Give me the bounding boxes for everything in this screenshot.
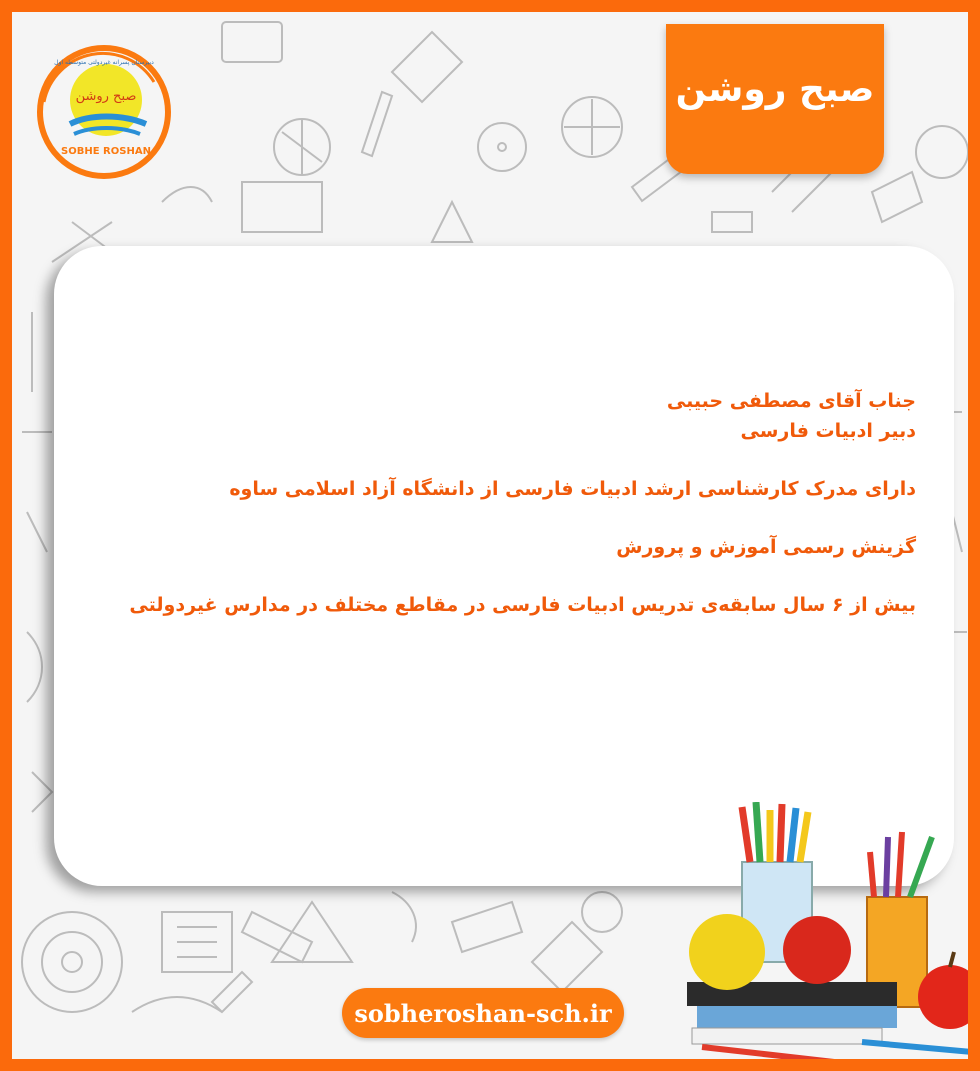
teacher-degree: دارای مدرک کارشناسی ارشد ادبیات فارسی از دانشگاه آزاد اسلامی ساوه [229,478,916,500]
logo-en-text: SOBHE ROSHAN [61,146,151,157]
logo-emblem [34,42,174,182]
content-card [54,246,954,886]
logo-arc-text: دبیرستان پسرانه غیردولتی متوسطه اول [54,59,154,66]
profile-text [96,386,916,620]
pencils-and-books-illustration [682,802,980,1071]
website-text[interactable]: sobheroshan-sch.ir [354,998,612,1028]
teacher-name: جناب آقای مصطفی حبیبی [666,390,916,412]
brand-tab [666,24,884,174]
brand-name: صبح روشن [675,68,875,110]
teacher-experience: بیش از ۶ سال سابقه‌ی تدریس ادبیات فارسی در مقاطع مختلف در مدارس غیردولتی [129,594,916,616]
website-link[interactable] [342,988,624,1038]
logo-fa-text: صبح روشن [75,89,137,104]
teacher-role: دبیر ادبیات فارسی [740,420,916,442]
teacher-selection: گزینش رسمی آموزش و پرورش [616,536,916,558]
